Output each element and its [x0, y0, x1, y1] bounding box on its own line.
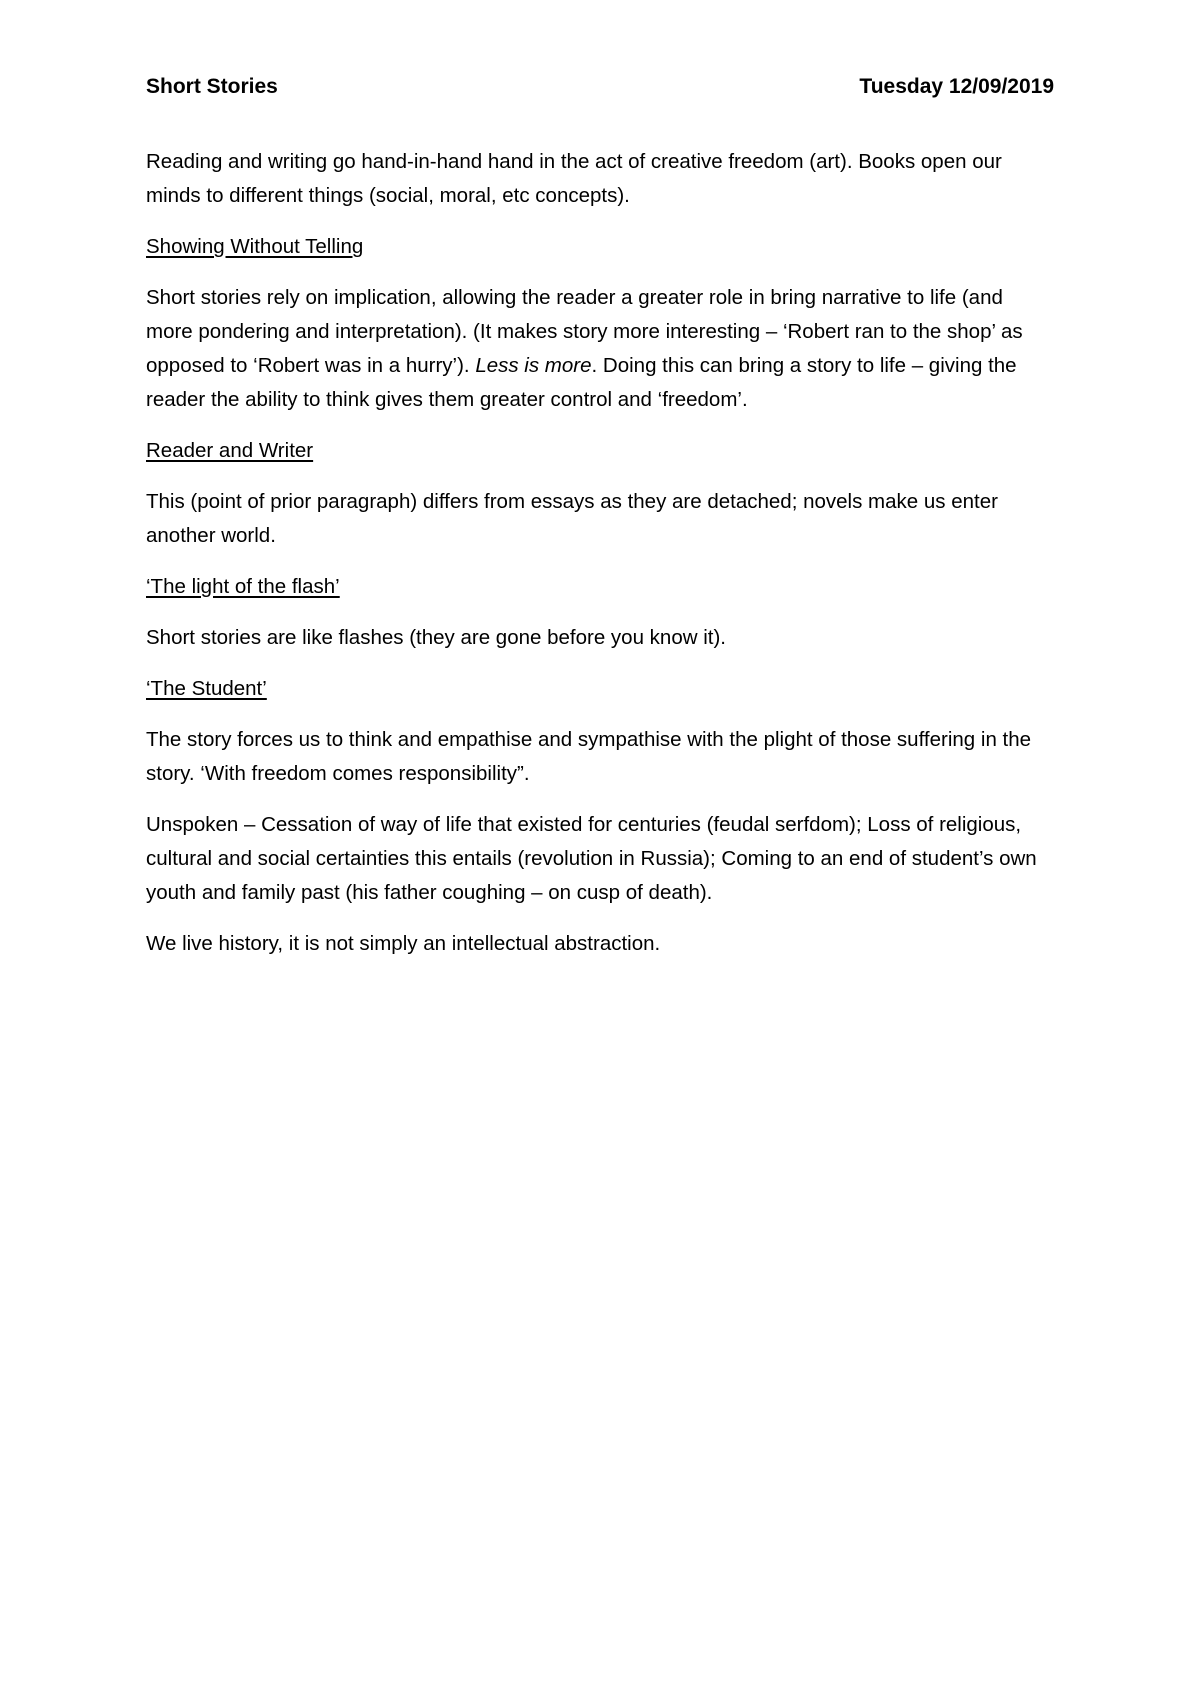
heading-reader-and-writer: Reader and Writer	[146, 439, 314, 462]
document-date: Tuesday 12/09/2019	[859, 75, 1054, 98]
page-header	[146, 70, 1054, 104]
reader-writer-paragraph: This (point of prior paragraph) differs from essays as they are detached; novels make us enter another world.	[146, 490, 998, 547]
showing-text-part-1: Short stories rely on implication, allowing the reader a greater role in bring narrative to life (and more pondering and interpretation). (It makes story more interesting – ‘Robert ran to the shop’ as opposed to ‘Robert was in a hurry’).	[146, 286, 1023, 377]
document-title: Short Stories	[146, 75, 278, 98]
light-flash-paragraph: Short stories are like flashes (they are gone before you know it).	[146, 626, 726, 649]
unspoken-paragraph: Unspoken – Cessation of way of life that existed for centuries (feudal serfdom); Loss of religious, cultural and social certainties this entails (revolution in Russia); Coming to an end of student’s own youth and family past (his father coughing – on cusp of death).	[146, 813, 1037, 904]
conclusion-paragraph: We live history, it is not simply an intellectual abstraction.	[146, 932, 661, 955]
intro-paragraph: Reading and writing go hand-in-hand hand in the act of creative freedom (art). Books open our minds to different things (social, moral, etc concepts).	[146, 150, 1002, 207]
document-body	[146, 145, 1054, 978]
heading-light-of-the-flash: ‘The light of the flash’	[146, 575, 340, 598]
less-is-more-emphasis: Less is more	[475, 354, 592, 377]
heading-the-student: ‘The Student’	[146, 677, 267, 700]
showing-text-part-2: . Doing this can bring a story to life – giving the reader the ability to think gives them greater control and ‘freedom’.	[146, 354, 1017, 411]
student-paragraph: The story forces us to think and empathise and sympathise with the plight of those suffering in the story. ‘With freedom comes responsibility”.	[146, 728, 1032, 785]
showing-paragraph	[146, 281, 1054, 417]
heading-showing-without-telling: Showing Without Telling	[146, 235, 364, 258]
